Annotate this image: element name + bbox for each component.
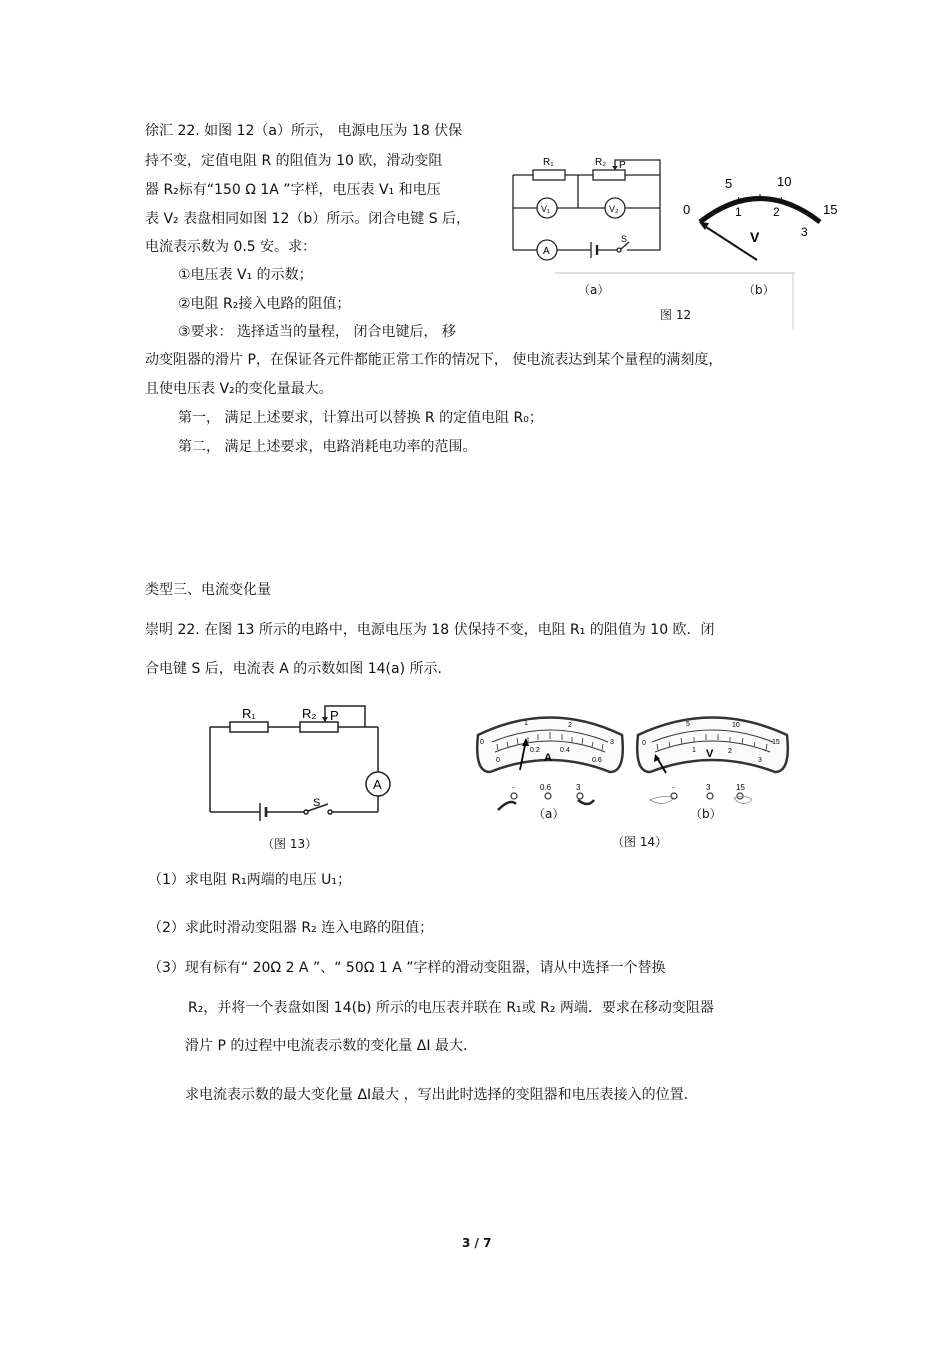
fig14a-term-06: 0.6 bbox=[540, 783, 552, 792]
fig13-r2-label: R₂ bbox=[302, 706, 317, 721]
fig14a-inner-02: 0.2 bbox=[530, 747, 540, 754]
q1-sub-2: 第二， 满足上述要求，电路消耗电功率的范围。 bbox=[178, 439, 477, 455]
fig12b-scale-10: 10 bbox=[777, 174, 792, 189]
fig13-s-label: S bbox=[313, 797, 321, 809]
fig12b-scale-3: 3 bbox=[801, 225, 808, 239]
fig12-a-label: A bbox=[543, 246, 550, 257]
fig13-p-label: P bbox=[330, 708, 339, 723]
fig12b-scale-2: 2 bbox=[773, 205, 780, 219]
fig14a-inner-06: 0.6 bbox=[592, 757, 602, 764]
q1-sub-1: 第一， 满足上述要求，计算出可以替换 R 的定值电阻 R₀； bbox=[178, 410, 543, 426]
fig12b-meter-v: V bbox=[750, 229, 760, 245]
q2-line-2: 合电键 S 后，电流表 A 的示数如图 14(a) 所示． bbox=[145, 661, 452, 677]
q1-line-1: 徐汇 22. 如图 12（a）所示， 电源电压为 18 伏保 bbox=[145, 123, 463, 139]
figure-12a-circuit bbox=[505, 150, 670, 265]
fig14b-meter-v: V bbox=[706, 748, 714, 760]
fig14b-term-3: 3 bbox=[706, 783, 711, 792]
fig14a-outer-2: 2 bbox=[568, 722, 572, 729]
q1-line-3: 器 R₂标有“150 Ω 1A ”字样，电压表 V₁ 和电压 bbox=[145, 182, 441, 198]
q2-question-3-line-4: 求电流表示数的最大变化量 ΔI最大 ，写出此时选择的变阻器和电压表接入的位置． bbox=[185, 1087, 698, 1103]
q2-question-3: （3）现有标有“ 20Ω 2 A ”、“ 50Ω 1 A ”字样的滑动变阻器，请从中选择一个替换 bbox=[148, 960, 666, 976]
fig12-s-label: S bbox=[621, 234, 628, 244]
fig12b-scale-15: 15 bbox=[823, 202, 838, 217]
section-title: 类型三、电流变化量 bbox=[145, 582, 271, 598]
q2-question-2: （2）求此时滑动变阻器 R₂ 连入电路的阻值； bbox=[148, 920, 434, 936]
q2-line-1: 崇明 22. 在图 13 所示的电路中，电源电压为 18 伏保持不变，电阻 R₁ 的阻值为 10 欧．闭 bbox=[145, 622, 715, 638]
fig13-caption: （图 13） bbox=[262, 837, 318, 851]
fig12-title: 图 12 bbox=[660, 308, 692, 322]
fig14b-inner-2: 2 bbox=[728, 748, 732, 755]
fig14b-term-minus: - bbox=[672, 783, 675, 792]
q2-question-3-line-3: 滑片 P 的过程中电流表示数的变化量 ΔI 最大． bbox=[185, 1038, 477, 1054]
fig14b-outer-10: 10 bbox=[732, 722, 740, 729]
fig14-caption-a: （a） bbox=[533, 807, 565, 821]
fig14a-outer-0: 0 bbox=[480, 739, 484, 746]
fig12-r2-label: R₂ bbox=[595, 157, 607, 168]
q2-question-1: （1）求电阻 R₁两端的电压 U₁； bbox=[148, 872, 352, 888]
q1-line-5: 电流表示数为 0.5 安。求： bbox=[145, 239, 317, 255]
fig12-v1-label: V₁ bbox=[541, 204, 551, 214]
fig14a-outer-3: 3 bbox=[610, 739, 614, 746]
q1-cont-2: 且使电压表 V₂的变化量最大。 bbox=[145, 381, 333, 397]
page-number: 3 / 7 bbox=[462, 1236, 492, 1250]
fig12-r1-label: R₁ bbox=[543, 157, 554, 168]
q1-item-1: ①电压表 V₁ 的示数； bbox=[178, 267, 313, 283]
q1-line-4: 表 V₂ 表盘相同如图 12（b）所示。闭合电键 S 后， bbox=[145, 211, 471, 227]
fig14b-outer-5: 5 bbox=[686, 721, 690, 728]
q1-line-2: 持不变，定值电阻 R 的阻值为 10 欧，滑动变阻 bbox=[145, 153, 443, 169]
fig12-p-label: P bbox=[619, 160, 626, 171]
figure-13-circuit bbox=[200, 700, 400, 825]
fig14b-outer-15: 15 bbox=[772, 739, 780, 746]
fig13-a-label: A bbox=[373, 777, 382, 792]
fig12b-scale-0: 0 bbox=[683, 202, 691, 217]
q1-item-2: ②电阻 R₂接入电路的阻值； bbox=[178, 296, 351, 312]
q2-question-3-line-2: R₂，并将一个表盘如图 14(b) 所示的电压表并联在 R₁或 R₂ 两端．要求在移动变阻器 bbox=[188, 1000, 714, 1016]
fig13-r1-label: R₁ bbox=[242, 706, 256, 721]
fig14b-term-15: 15 bbox=[736, 783, 745, 792]
q1-item-3: ③要求： 选择适当的量程， 闭合电键后， 移 bbox=[178, 324, 456, 340]
fig14b-outer-0: 0 bbox=[642, 740, 646, 747]
fig14a-term-3: 3 bbox=[576, 783, 581, 792]
fig14b-inner-1: 1 bbox=[692, 747, 696, 754]
q1-cont-1: 动变阻器的滑片 P，在保证各元件都能正常工作的情况下， 使电流表达到某个量程的满刻度， bbox=[145, 352, 723, 368]
fig14a-outer-1: 1 bbox=[524, 720, 528, 727]
fig14-caption-b: （b） bbox=[690, 807, 722, 821]
fig12-caption-b: （b） bbox=[743, 283, 775, 297]
fig14b-inner-3: 3 bbox=[758, 757, 762, 764]
figure-12b-voltmeter bbox=[675, 170, 845, 265]
fig14a-meter-a: A bbox=[544, 752, 552, 764]
fig14a-inner-0: 0 bbox=[496, 757, 500, 764]
fig12-caption-a: （a） bbox=[578, 283, 610, 297]
fig14a-inner-04: 0.4 bbox=[560, 747, 570, 754]
fig14a-term-minus: - bbox=[512, 783, 515, 792]
fig14-caption: （图 14） bbox=[612, 835, 668, 849]
fig12-v2-label: V₂ bbox=[609, 204, 619, 214]
fig12b-scale-1: 1 bbox=[735, 205, 742, 219]
fig12b-scale-5: 5 bbox=[725, 176, 733, 191]
